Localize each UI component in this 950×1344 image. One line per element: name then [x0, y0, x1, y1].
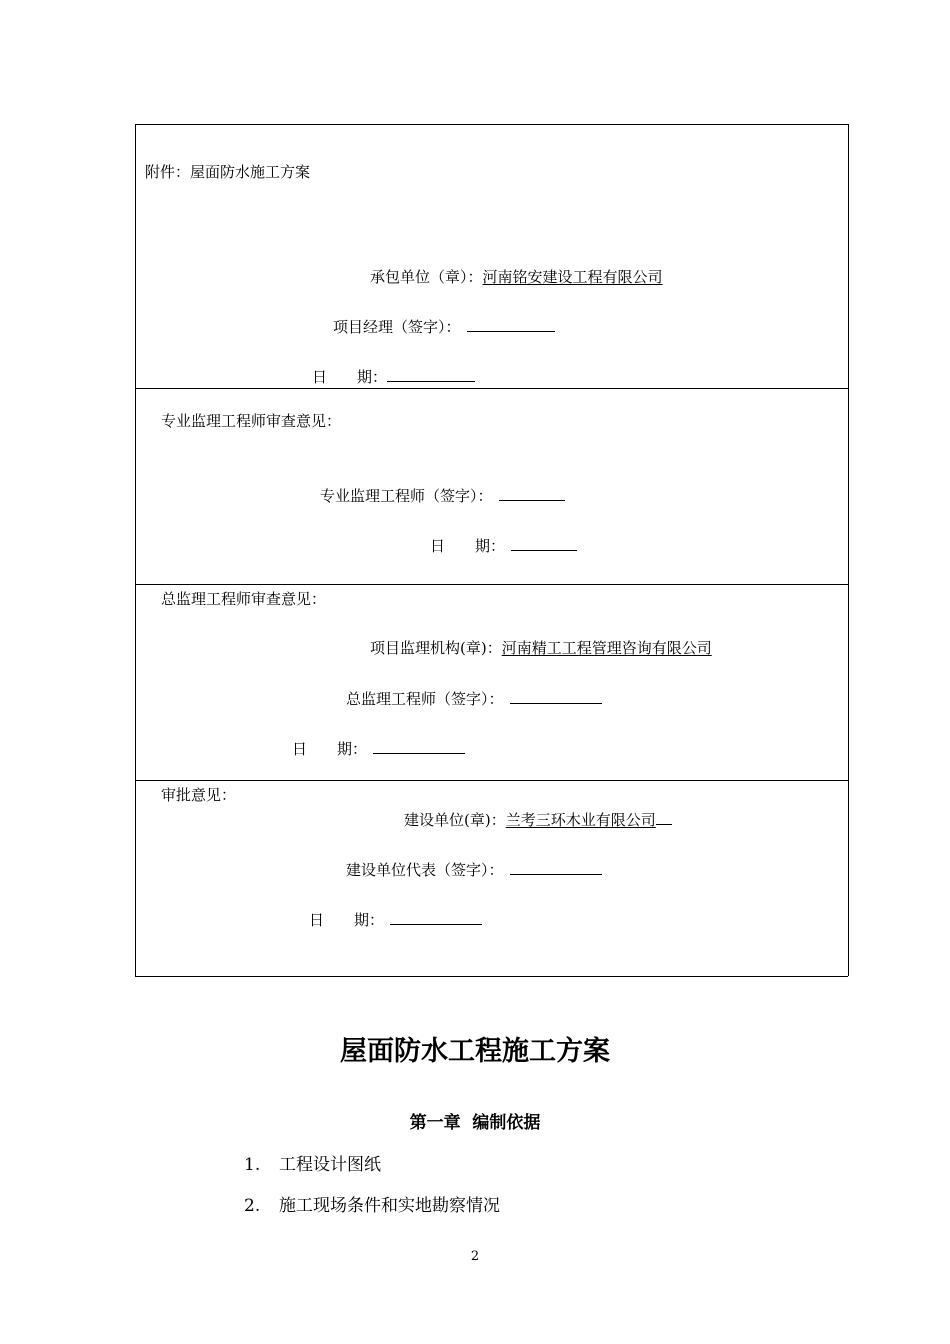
contractor-date-label: 日 期： [312, 368, 388, 386]
chief-opinion-label: 总监理工程师审查意见： [161, 590, 327, 608]
list-item-number: 1. [244, 1155, 261, 1175]
list-item-text: 工程设计图纸 [279, 1155, 381, 1175]
page-number: 2 [470, 1249, 480, 1264]
chief-date-row [292, 739, 465, 758]
chief-date-label: 日 期： [292, 740, 368, 758]
chief-signature-label: 总监理工程师（签字）： [346, 690, 504, 708]
supervision-org-row [370, 639, 712, 657]
list-item [244, 1155, 381, 1175]
form-divider-1 [135, 388, 848, 389]
contractor-value: 河南铭安建设工程有限公司 [482, 268, 663, 286]
form-divider-3 [135, 780, 848, 781]
chapter-title: 第一章 编制依据 [409, 1113, 541, 1133]
builder-date-blank[interactable] [390, 910, 482, 925]
contractor-label: 承包单位（章）： [370, 268, 483, 286]
supervision-org-label: 项目监理机构(章)： [370, 639, 502, 657]
list-item-text: 施工现场条件和实地勘察情况 [279, 1196, 500, 1216]
builder-date-row [309, 910, 482, 929]
builder-rep-signature-label: 建设单位代表（签字）： [346, 861, 504, 879]
specialist-signature-label: 专业监理工程师（签字）： [320, 487, 493, 505]
specialist-signature-blank[interactable] [499, 486, 565, 501]
builder-rep-signature-blank[interactable] [510, 860, 602, 875]
specialist-signature-row [320, 486, 565, 505]
manager-signature-blank[interactable] [467, 317, 555, 332]
form-divider-2 [135, 584, 848, 585]
chief-signature-blank[interactable] [510, 689, 602, 704]
manager-signature-label: 项目经理（签字）： [333, 318, 461, 336]
specialist-date-label: 日 期： [430, 537, 506, 555]
attachment-label: 附件：屋面防水施工方案 [145, 163, 311, 181]
document-title: 屋面防水工程施工方案 [340, 1036, 610, 1067]
builder-date-label: 日 期： [309, 911, 385, 929]
contractor-date-row [312, 367, 475, 386]
chief-date-blank[interactable] [373, 739, 465, 754]
specialist-date-row [430, 536, 577, 555]
builder-label: 建设单位(章)： [404, 811, 506, 829]
manager-signature-row [333, 317, 555, 336]
contractor-date-blank[interactable] [387, 367, 475, 382]
contractor-row [370, 268, 663, 286]
specialist-date-blank[interactable] [511, 536, 577, 551]
supervision-org-value: 河南精工工程管理咨询有限公司 [501, 639, 712, 657]
builder-value: 兰考三环木业有限公司 [505, 811, 656, 829]
specialist-opinion-label: 专业监理工程师审查意见： [161, 412, 342, 430]
list-item [244, 1196, 500, 1216]
builder-rep-signature-row [346, 860, 602, 879]
form-bottom-border [135, 976, 848, 977]
builder-value-tail [656, 810, 672, 825]
builder-row [404, 810, 672, 829]
chief-signature-row [346, 689, 602, 708]
list-item-number: 2. [244, 1196, 261, 1216]
form-top-border [135, 124, 848, 125]
approval-opinion-label: 审批意见： [161, 786, 237, 804]
